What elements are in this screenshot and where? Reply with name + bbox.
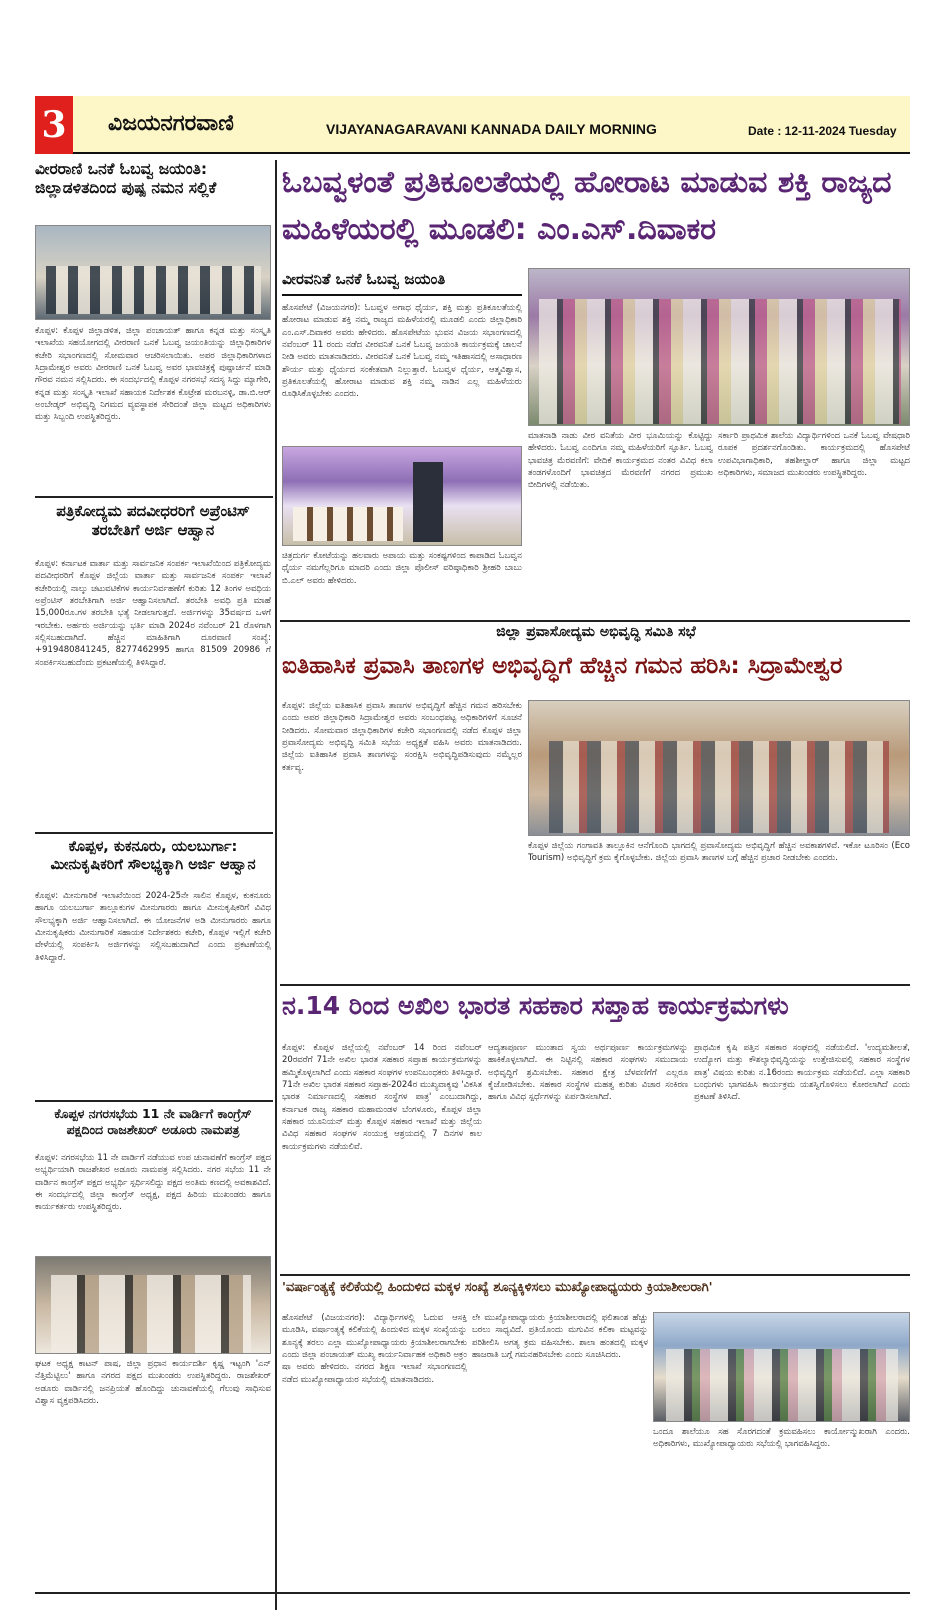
lead-subhead: ವೀರವನಿತೆ ಒನಕೆ ಓಬವ್ವ ಜಯಂತಿ [282,270,522,296]
lead-photo-crowd [539,299,901,424]
tourism-body: ಕೊಪ್ಪಳ: ಜಿಲ್ಲೆಯ ಐತಿಹಾಸಿಕ ಪ್ರವಾಸಿ ತಾಣಗಳ ಅಭಿವೃದ್ಧಿಗೆ ಹೆಚ್ಚಿನ ಗಮನ ಹರಿಸಬೇಕು ಎಂದು ಅಪರ ಜಿಲ್ಲಾಧಿಕಾರಿ ಸಿದ್ರಾಮೇಶ್ವರ ಅವರು ಸಂಬಂಧಪಟ್ಟ ಅಧಿಕಾರಿಗಳಿಗೆ ಸೂಚನೆ ನೀಡಿದರು. ಸೋಮವಾರ ಜಿಲ್ಲಾಧಿಕಾರಿಗಳ ಕಚೇರಿ ಸಭಾಂಗಣದಲ್ಲಿ ನಡೆದ ಕೊಪ್ಪಳ ಜಿಲ್ಲಾ ಪ್ರವಾಸೋದ್ಯಮ ಅಭಿವೃದ್ಧಿ ಸಮಿತಿ ಸಭೆಯ ಅಧ್ಯಕ್ಷತೆ ವಹಿಸಿ ಅವರು ಮಾತನಾಡಿದರು. ಜಿಲ್ಲೆಯ ಐತಿಹಾಸಿಕ ಪ್ರವಾಸಿ ತಾಣಗಳನ್ನು ಸಂರಕ್ಷಿಸಿ ಅಭಿವೃದ್ಧಿಪಡಿಸುವುದು ನಮ್ಮೆಲ್ಲರ ಕರ್ತವ್ಯ. [282,701,522,773]
logo-english: VIJAYANAGARAVANI KANNADA DAILY MORNING [326,121,657,137]
story1-headline: ವೀರರಾಣಿ ಒನಕೆ ಓಬವ್ವ ಜಯಂತಿ: ಜಿಲ್ಲಾಡಳಿತದಿಂದ ಪುಷ್ಪ ನಮನ ಸಲ್ಲಿಕೆ [35,160,217,198]
tourism-headline: ಐತಿಹಾಸಿಕ ಪ್ರವಾಸಿ ತಾಣಗಳ ಅಭಿವೃದ್ಧಿಗೆ ಹೆಚ್ಚಿನ ಗಮನ ಹರಿಸಿ: ಸಿದ್ರಾಮೇಶ್ವರ [282,653,843,679]
cooperative-headline: ನ.14 ರಿಂದ ಅಖಿಲ ಭಾರತ ಸಹಕಾರ ಸಪ್ತಾಹ ಕಾರ್ಯಕ್ರಮಗಳು [282,991,789,1020]
tourism-body-right: ಕೊಪ್ಪಳ ಜಿಲ್ಲೆಯ ಗಂಗಾವತಿ ತಾಲ್ಲೂಕಿನ ಆನೆಗೊಂದಿ ಭಾಗದಲ್ಲಿ ಪ್ರವಾಸೋದ್ಯಮ ಅಭಿವೃದ್ಧಿಗೆ ಹೆಚ್ಚಿನ ಅವಕಾಶಗಳಿವೆ. ಇಕೋ ಟೂರಿಸಂ (Eco Tourism) ಅಭಿವೃದ್ಧಿಗೆ ಕ್ರಮ ಕೈಗೊಳ್ಳಬೇಕು. ಜಿಲ್ಲೆಯ ಪ್ರವಾಸಿ ತಾಣಗಳ ಬಗ್ಗೆ ಹೆಚ್ಚಿನ ಪ್ರಚಾರ ನೀಡಬೇಕು ಎಂದರು. [528,841,910,864]
rule [280,620,910,622]
story1-photo-people [46,266,261,314]
tourism-kicker: ಜಿಲ್ಲಾ ಪ್ರವಾಸೋದ್ಯಮ ಅಭಿವೃದ್ಧಿ ಸಮಿತಿ ಸಭೆ [496,624,696,640]
lead-body: ಹೊಸಪೇಟೆ (ವಿಜಯನಗರ): ಓಬವ್ವಳ ಅಗಾಧ ಧೈರ್ಯ, ಶಕ್ತಿ ಮತ್ತು ಪ್ರತಿಕೂಲತೆಯಲ್ಲಿ ಹೋರಾಟ ಮಾಡುವ ಶಕ್ತಿ ನಮ್ಮ ರಾಜ್ಯದ ಮಹಿಳೆಯರಲ್ಲಿ ಮೂಡಲಿ ಎಂದು ಜಿಲ್ಲಾಧಿಕಾರಿ ಎಂ.ಎಸ್.ದಿವಾಕರ ಅವರು ಹೇಳಿದರು. ಹೊಸಪೇಟೆಯ ಭುವನ ವಿಜಯ ಸಭಾಂಗಣದಲ್ಲಿ ನವೆಂಬರ್ 11 ರಂದು ನಡೆದ ವೀರವನಿತೆ ಒನಕೆ ಓಬವ್ವ ಜಯಂತಿ ಕಾರ್ಯಕ್ರಮಕ್ಕೆ ಚಾಲನೆ ನೀಡಿ ಅವರು ಮಾತನಾಡಿದರು. ವೀರವನಿತೆ ಒನಕೆ ಓಬವ್ವ ನಮ್ಮ ಇತಿಹಾಸದಲ್ಲಿ ಅಸಾಧಾರಣ ಶೌರ್ಯ ಮತ್ತು ಧೈರ್ಯದ ಸಂಕೇತವಾಗಿ ನಿಲ್ಲುತ್ತಾರೆ. ಓಬವ್ವಳ ಧೈರ್ಯ, ಆತ್ಮವಿಶ್ವಾಸ, ಪ್ರತಿಕೂಲತೆಯಲ್ಲಿ ಹೋರಾಟ ಮಾಡುವ ಶಕ್ತಿ ನಮ್ಮ ನಾಡಿನ ಎಲ್ಲ ಮಹಿಳೆಯರು ರೂಢಿಸಿಕೊಳ್ಳಬೇಕು ಎಂದರು. [282,303,522,400]
issue-date: Date : 12-11-2024 Tuesday [748,124,897,138]
story3-headline: ಕೊಪ್ಪಳ, ಕುಕನೂರು, ಯಲಬುರ್ಗಾ: ಮೀನುಕೃಷಿಕರಿಗೆ ಸೌಲಭ್ಯಕ್ಕಾಗಿ ಅರ್ಜಿ ಆಹ್ವಾನ [50,839,256,874]
lead-photo-stage [282,446,522,546]
story2-headline: ಪತ್ರಿಕೋದ್ಯಮ ಪದವೀಧರರಿಗೆ ಅಪ್ರೆಂಟಿಸ್ ತರಬೇತಿಗೆ ಅರ್ಜಿ ಆಹ್ವಾನ [56,502,250,539]
lead-headline: ಓಬವ್ವಳಂತೆ ಪ್ರತಿಕೂಲತೆಯಲ್ಲಿ ಹೋರಾಟ ಮಾಡುವ ಶಕ್ತಿ ರಾಜ್ಯದ ಮಹಿಳೆಯರಲ್ಲಿ ಮೂಡಲಿ: ಎಂ.ಎಸ್.ದಿವಾಕರ [282,165,892,247]
school-headline: 'ವರ್ಷಾಂತ್ಯಕ್ಕೆ ಕಲಿಕೆಯಲ್ಲಿ ಹಿಂದುಳಿದ ಮಕ್ಕಳ ಸಂಖ್ಯೆ ಶೂನ್ಯಕ್ಕಿಳಿಸಲು ಮುಖ್ಯೋಪಾಧ್ಯಯರು ಕ್ರಿಯಾಶೀಲರಾಗಿ' [282,1280,713,1295]
school-photo-people [666,1349,898,1421]
story2-body: ಕೊಪ್ಪಳ: ಕರ್ನಾಟಕ ವಾರ್ತಾ ಮತ್ತು ಸಾರ್ವಜನಿಕ ಸಂಪರ್ಕ ಇಲಾಖೆಯಿಂದ ಪತ್ರಿಕೋದ್ಯಮ ಪದವೀಧರರಿಗೆ ಕೊಪ್ಪಳ ಜಿಲ್ಲೆಯ ವಾರ್ತಾ ಮತ್ತು ಸಾರ್ವಜನಿಕ ಸಂಪರ್ಕ ಇಲಾಖೆ ಕಚೇರಿಯಲ್ಲಿ ನಾಲ್ಕು ಚಟುವಟಿಕೆಗಳ ಕಾರ್ಯನಿರ್ವಹಣೆಗೆ ಕುರಿತು 12 ತಿಂಗಳ ಅವಧಿಯ ಅಪ್ರೆಂಟಿಸ್ ತರಬೇತಿಗಾಗಿ ಅರ್ಜಿ ಆಹ್ವಾನಿಸಲಾಗಿದೆ. ತರಬೇತಿ ಅವಧಿ ಪ್ರತಿ ಮಾಹೆ 15,000ರೂ.ಗಳ ತರಬೇತಿ ಭತ್ಯೆ ನೀಡಲಾಗುತ್ತದೆ. ಅರ್ಜಿಗಳನ್ನು 35ವರ್ಷದ ಒಳಗೆ ಇರಬೇಕು. ಅರ್ಹರು ಅರ್ಜಿಯನ್ನು ಭರ್ತಿ ಮಾಡಿ 2024ರ ನವೆಂಬರ್ 21 ರೊಳಗಾಗಿ ಸಲ್ಲಿಸಬಹುದಾಗಿದೆ. ಹೆಚ್ಚಿನ ಮಾಹಿತಿಗಾಗಿ ದೂರವಾಣಿ ಸಂಖ್ಯೆ: +919480841245, 8277462995 ಹಾಗೂ 81509 20986 ಗೆ ಸಂಪರ್ಕಿಸಬಹುದೆಂದು ಪ್ರಕಟಣೆಯಲ್ಲಿ ತಿಳಿಸಿದ್ದಾರೆ. [35,559,271,668]
school-photo [653,1312,910,1422]
school-body-mid: ಲೇ ಮುಖ್ಯೋಪಾಧ್ಯಾಯರು ಕ್ರಿಯಾಶೀಲರಾದಲ್ಲಿ ಫಲಿತಾಂಶ ಹೆಚ್ಚು ಬರಲು ಸಾಧ್ಯವಿದೆ. ಪ್ರತಿಯೊಂದು ಮಗುವಿನ ಕಲಿಕಾ ಮಟ್ಟವನ್ನು ಪರಿಶೀಲಿಸಿ ಅಗತ್ಯ ಕ್ರಮ ವಹಿಸಬೇಕು. ಶಾಲಾ ಹಂತದಲ್ಲಿ ಮಕ್ಕಳ ಹಾಜರಾತಿ ಬಗ್ಗೆ ಗಮನಹರಿಸಬೇಕು ಎಂದು ಸೂಚಿಸಿದರು. [472,1313,648,1360]
page-number: 3 [35,96,73,154]
story1-body: ಕೊಪ್ಪಳ: ಕೊಪ್ಪಳ ಜಿಲ್ಲಾಡಳಿತ, ಜಿಲ್ಲಾ ಪಂಚಾಯತ್ ಹಾಗೂ ಕನ್ನಡ ಮತ್ತು ಸಂಸ್ಕೃತಿ ಇಲಾಖೆಯ ಸಹಯೋಗದಲ್ಲಿ ವೀರರಾಣಿ ಒನಕೆ ಓಬವ್ವ ಜಯಂತಿಯನ್ನು ಜಿಲ್ಲಾಧಿಕಾರಿಗಳ ಕಚೇರಿ ಸಭಾಂಗಣದಲ್ಲಿ ಸೋಮವಾರ ಆಚರಿಸಲಾಯಿತು. ಅಪರ ಜಿಲ್ಲಾಧಿಕಾರಿಗಳಾದ ಸಿದ್ರಾಮೇಶ್ವರ ಅವರು ವೀರರಾಣಿ ಒನಕೆ ಓಬವ್ವ ಅವರ ಭಾವಚಿತ್ರಕ್ಕೆ ಪುಷ್ಪಾರ್ಚನೆ ಮಾಡಿ ಗೌರವ ನಮನ ಸಲ್ಲಿಸಿದರು. ಈ ಸಂದರ್ಭದಲ್ಲಿ ಕೊಪ್ಪಳ ನಗರಸಭೆ ಸದಸ್ಯ ಸಿದ್ದು ಮ್ಯಾಗೇರಿ, ಕನ್ನಡ ಮತ್ತು ಸಂಸ್ಕೃತಿ ಇಲಾಖೆ ಸಹಾಯಕ ನಿರ್ದೇಶಕ ಕೊಟ್ರೇಶ ಮರಬನಳ್ಳಿ, ಡಾ.ಬಿ.ಆರ್ ಅಂಬೇಡ್ಕರ್ ಅಭಿವೃದ್ಧಿ ನಿಗಮದ ವ್ಯವಸ್ಥಾಪಕ ಸೇರಿದಂತೆ ಜಿಲ್ಲಾ ಮಟ್ಟದ ಅಧಿಕಾರಿಗಳು ಮತ್ತು ಸಿಬ್ಬಂದಿ ಉಪಸ್ಥಿತರಿದ್ದರು. [35,326,271,423]
cooperative-body-right: ಪ್ರಾಥಮಿಕ ಕೃಷಿ ಪತ್ತಿನ ಸಹಕಾರ ಸಂಘದಲ್ಲಿ ನಡೆಯಲಿದೆ. 'ಉದ್ಯಮಶೀಲತೆ, ಉದ್ಯೋಗ ಮತ್ತು ಕೌಶಲ್ಯಾಭಿವೃದ್ಧಿಯನ್ನು ಉತ್ತೇಜಿಸುವಲ್ಲಿ ಸಹಕಾರ ಸಂಸ್ಥೆಗಳ ಪಾತ್ರ' ವಿಷಯ ಕುರಿತು ನ.16ರಂದು ಕಾರ್ಯಕ್ರಮ ನಡೆಯಲಿದೆ. ಎಲ್ಲಾ ಸಹಕಾರಿ ಬಂಧುಗಳು ಭಾಗವಹಿಸಿ ಕಾರ್ಯಕ್ರಮ ಯಶಸ್ವಿಗೊಳಿಸಲು ಕೋರಲಾಗಿದೆ ಎಂದು ಪ್ರಕಟಣೆ ತಿಳಿಸಿದೆ. [694,1043,910,1103]
school-body: ಹೊಸಪೇಟೆ (ವಿಜಯನಗರ): ವಿದ್ಯಾರ್ಥಿಗಳಲ್ಲಿ ಓದುವ ಆಸಕ್ತಿ ಮೂಡಿಸಿ, ವರ್ಷಾಂತ್ಯಕ್ಕೆ ಕಲಿಕೆಯಲ್ಲಿ ಹಿಂದುಳಿದ ಮಕ್ಕಳ ಸಂಖ್ಯೆಯನ್ನು ಶೂನ್ಯಕ್ಕೆ ತರಲು ಎಲ್ಲಾ ಮುಖ್ಯೋಪಾಧ್ಯಾಯರು ಕ್ರಿಯಾಶೀಲರಾಗಬೇಕು ಎಂದು ಜಿಲ್ಲಾ ಪಂಚಾಯತ್ ಮುಖ್ಯ ಕಾರ್ಯನಿರ್ವಾಹಕ ಅಧಿಕಾರಿ ಅಕ್ರಂ ಷಾ ಅವರು ಹೇಳಿದರು. ನಗರದ ಶಿಕ್ಷಣ ಇಲಾಖೆ ಸಭಾಂಗಣದಲ್ಲಿ ನಡೆದ ಮುಖ್ಯೋಪಾಧ್ಯಾಯರ ಸಭೆಯಲ್ಲಿ ಮಾತನಾಡಿದರು. [282,1313,467,1385]
tourism-photo-officials [549,741,889,833]
school-caption: ಒಂದೂ ಶಾಲೆಯೂ ಸಹ ಸೊರಗದಂತೆ ಕ್ರಮವಹಿಸಲು ಕಾರ್ಯೋನ್ಮುಖರಾಗಿ ಎಂದರು. ಅಧಿಕಾರಿಗಳು, ಮುಖ್ಯೋಪಾಧ್ಯಾಯರು ಸಭೆಯಲ್ಲಿ ಭಾಗವಹಿಸಿದ್ದರು. [653,1427,910,1450]
story4-photo [35,1256,271,1354]
lead-photo-dignitaries [293,507,403,541]
bottom-rule [35,1592,910,1594]
story4-body: ಕೊಪ್ಪಳ: ನಗರಸಭೆಯ 11 ನೇ ವಾರ್ಡಿಗೆ ನಡೆಯುವ ಉಪ ಚುನಾವಣೆಗೆ ಕಾಂಗ್ರೆಸ್ ಪಕ್ಷದ ಅಭ್ಯರ್ಥಿಯಾಗಿ ರಾಜಶೇಖರ ಅಡೂರು ನಾಮಪತ್ರ ಸಲ್ಲಿಸಿದರು. ನಗರ ಸಭೆಯ 11 ನೇ ವಾರ್ಡಿನ ಕಾಂಗ್ರೆಸ್ ಪಕ್ಷದ ಅಭ್ಯರ್ಥಿ ಸ್ಪರ್ಧಿಸಲಿದ್ದು ಪಕ್ಷದ ಅಂತಿಮ ಕಣದಲ್ಲಿ ಅವಕಾಶವಿದೆ. ಈ ಸಂದರ್ಭದಲ್ಲಿ ಜಿಲ್ಲಾ ಕಾಂಗ್ರೆಸ್ ಅಧ್ಯಕ್ಷ, ಪಕ್ಷದ ಹಿರಿಯ ಮುಖಂಡರು ಹಾಗೂ ಕಾರ್ಯಕರ್ತರು ಉಪಸ್ಥಿತರಿದ್ದರು. [35,1153,271,1213]
lead-body-far: ಸರ್ಕಾರಿ ಪ್ರಾಥಮಿಕ ಶಾಲೆಯ ವಿದ್ಯಾರ್ಥಿಗಳಿಂದ ಒನಕೆ ಓಬವ್ವ ವೇಷಧಾರಿ ರೂಪಕ ಪ್ರದರ್ಶನಗೊಂಡಿತು. ಕಾರ್ಯಕ್ರಮದಲ್ಲಿ ಹೊಸಪೇಟೆ ಉಪವಿಭಾಗಾಧಿಕಾರಿ, ತಹಶೀಲ್ದಾರ್ ಹಾಗೂ ಜಿಲ್ಲಾ ಮಟ್ಟದ ಅಧಿಕಾರಿಗಳು, ಸಮಾಜದ ಮುಖಂಡರು ಉಪಸ್ಥಿತರಿದ್ದರು. [718,431,910,478]
story4-photo-people [51,1275,251,1353]
logo-kannada: ವಿಜಯನಗರವಾಣಿ [108,110,234,136]
lead-body-right: ಮಾತನಾಡಿ ನಾಡು ವೀರ ವನಿತೆಯ ವೀರ ಭೂಮಿಯನ್ನು ಕೊಟ್ಟಿದ್ದು ಹೇಳಿದರು. ಓಬವ್ವ ಎಂದಿಗೂ ನಮ್ಮ ಮಹಿಳೆಯರಿಗೆ ಸ್ಫೂರ್ತಿ. ಓಬವ್ವ ಭಾವಚಿತ್ರ ಮೆರವಣಿಗೆ: ವೇದಿಕೆ ಕಾರ್ಯಕ್ರಮದ ನಂತರ ವಿವಿಧ ಕಲಾ ತಂಡಗಳೊಂದಿಗೆ ಭಾವಚಿತ್ರದ ಮೆರವಣಿಗೆ ನಗರದ ಪ್ರಮುಖ ಬೀದಿಗಳಲ್ಲಿ ನಡೆಯಿತು. [528,431,713,491]
cooperative-body-mid: ಆದ್ಯತಾಪೂರ್ಣ ಮುಂತಾದ ಸ್ವಯ ಅರ್ಥಪೂರ್ಣ ಕಾರ್ಯಕ್ರಮಗಳನ್ನು ಹಾಕಿಕೊಳ್ಳಲಾಗಿದೆ. ಈ ನಿಟ್ಟಿನಲ್ಲಿ ಸಹಕಾರ ಸಂಘಗಳು ಸಮುದಾಯ ಅಭಿವೃದ್ಧಿಗೆ ಶ್ರಮಿಸಬೇಕು. ಸಹಕಾರ ಕ್ಷೇತ್ರ ಬೆಳವಣಿಗೆಗೆ ಎಲ್ಲರೂ ಕೈಜೋಡಿಸಬೇಕು. ಸಹಕಾರ ಸಂಸ್ಥೆಗಳ ಮಹತ್ವ ಕುರಿತು ವಿಚಾರ ಸಂಕಿರಣ ಹಾಗೂ ವಿವಿಧ ಸ್ಪರ್ಧೆಗಳನ್ನು ಏರ್ಪಡಿಸಲಾಗಿದೆ. [488,1043,688,1103]
cooperative-body: ಕೊಪ್ಪಳ: ಕೊಪ್ಪಳ ಜಿಲ್ಲೆಯಲ್ಲಿ ನವೆಂಬರ್ 14 ರಿಂದ ನವೆಂಬರ್ 20ರವರೆಗೆ 71ನೇ ಅಖಿಲ ಭಾರತ ಸಹಕಾರ ಸಪ್ತಾಹ ಕಾರ್ಯಕ್ರಮಗಳನ್ನು ಹಮ್ಮಿಕೊಳ್ಳಲಾಗಿದೆ ಎಂದು ಸಹಕಾರ ಸಂಘಗಳ ಉಪನಿಬಂಧಕರು ತಿಳಿಸಿದ್ದಾರೆ. 71ನೇ ಅಖಿಲ ಭಾರತ ಸಹಕಾರ ಸಪ್ತಾಹ-2024ರ ಮುಖ್ಯವಾಕ್ಯವು 'ವಿಕಸಿತ ಭಾರತ ನಿರ್ಮಾಣದಲ್ಲಿ ಸಹಕಾರ ಸಂಸ್ಥೆಗಳ ಪಾತ್ರ' ಎಂಬುದಾಗಿದ್ದು, ಕರ್ನಾಟಕ ರಾಜ್ಯ ಸಹಕಾರ ಮಹಾಮಂಡಳ ಬೆಂಗಳೂರು, ಕೊಪ್ಪಳ ಜಿಲ್ಲಾ ಸಹಕಾರ ಯೂನಿಯನ್ ಮತ್ತು ಕೊಪ್ಪಳ ಸಹಕಾರ ಇಲಾಖೆ ಮತ್ತು ಜಿಲ್ಲೆಯ ವಿವಿಧ ಸಹಕಾರ ಸಂಘಗಳ ಸಂಯುಕ್ತ ಆಶ್ರಯದಲ್ಲಿ 7 ದಿನಗಳ ಕಾಲ ಕಾರ್ಯಕ್ರಮಗಳು ನಡೆಯಲಿವೆ. [282,1043,482,1152]
rule [280,1274,910,1276]
rule [280,984,910,986]
lead-photo-inauguration [528,268,910,426]
story4-body-continued: ಘಟಕ ಅಧ್ಯಕ್ಷ ಕಾಟನ್ ಪಾಷ, ಜಿಲ್ಲಾ ಪ್ರಧಾನ ಕಾರ್ಯದರ್ಶಿ ಕೃಷ್ಣ ಇಟ್ಟಂಗಿ 'ಎನ್ ನೆತ್ತಿಮೆಟ್ಟಿಲು' ಹಾಗೂ ನಗರದ ಪಕ್ಷದ ಮುಖಂಡರು ಉಪಸ್ಥಿತರಿದ್ದರು. ರಾಜಶೇಖರ್ ಅಡೂರು ವಾರ್ಡಿನಲ್ಲಿ ಜನಪ್ರಿಯತೆ ಹೊಂದಿದ್ದು ಚುನಾವಣೆಯಲ್ಲಿ ಗೆಲುವು ಸಾಧಿಸುವ ವಿಶ್ವಾಸ ವ್ಯಕ್ತಪಡಿಸಿದರು. [35,1359,271,1406]
lead-photo-speaker [413,462,443,542]
story3-body: ಕೊಪ್ಪಳ: ಮೀನುಗಾರಿಕೆ ಇಲಾಖೆಯಿಂದ 2024-25ನೇ ಸಾಲಿನ ಕೊಪ್ಪಳ, ಕುಕನೂರು ಹಾಗೂ ಯಲಬುರ್ಗಾ ತಾಲ್ಲೂಕುಗಳ ಮೀನುಗಾರರು ಹಾಗೂ ಮೀನುಕೃಷಿಕರಿಗೆ ವಿವಿಧ ಸೌಲಭ್ಯಕ್ಕಾಗಿ ಅರ್ಜಿ ಆಹ್ವಾನಿಸಲಾಗಿದೆ. ಈ ಯೋಜನೆಗಳ ಅಡಿ ಮೀನುಗಾರರು ಹಾಗೂ ಮೀನುಕೃಷಿಕರು ಮೀನುಗಾರಿಕೆ ಸಹಾಯಕ ನಿರ್ದೇಶಕರು ಕಚೇರಿ, ಕೊಪ್ಪಳ ಇಲ್ಲಿಗೆ ಕಚೇರಿ ವೇಳೆಯಲ್ಲಿ ಸಂಪರ್ಕಿಸಿ ಅರ್ಜಿಗಳನ್ನು ಸಲ್ಲಿಸಬಹುದಾಗಿದೆ ಎಂದು ಪ್ರಕಟಣೆಯಲ್ಲಿ ತಿಳಿಸಿದ್ದಾರೆ. [35,891,271,963]
rule [35,496,273,498]
lead-body-mid: ಚಿತ್ರದುರ್ಗ ಕೋಟೆಯನ್ನು ಹಲವಾರು ಅಪಾಯ ಮತ್ತು ಸಂಕಷ್ಟಗಳಿಂದ ಕಾಪಾಡಿದ ಓಬವ್ವನ ಧೈರ್ಯ ನಮಗೆಲ್ಲರಿಗೂ ಮಾದರಿ ಎಂದು ಜಿಲ್ಲಾ ಪೊಲೀಸ್ ವರಿಷ್ಠಾಧಿಕಾರಿ ಶ್ರೀಹರಿ ಬಾಬು ಬಿ.ಎಲ್ ಅವರು ಹೇಳಿದರು. [282,551,522,586]
rule [35,1100,273,1102]
story4-headline: ಕೊಪ್ಪಳ ನಗರಸಭೆಯ 11 ನೇ ವಾರ್ಡಿಗೆ ಕಾಂಗ್ರೆಸ್ ಪಕ್ಷದಿಂದ ರಾಜಶೇಖರ್ ಅಡೂರು ನಾಮಪತ್ರ [54,1106,252,1137]
story1-photo [35,225,271,320]
tourism-photo-meeting [528,700,910,836]
column-rule [275,160,277,1610]
rule [35,832,273,834]
